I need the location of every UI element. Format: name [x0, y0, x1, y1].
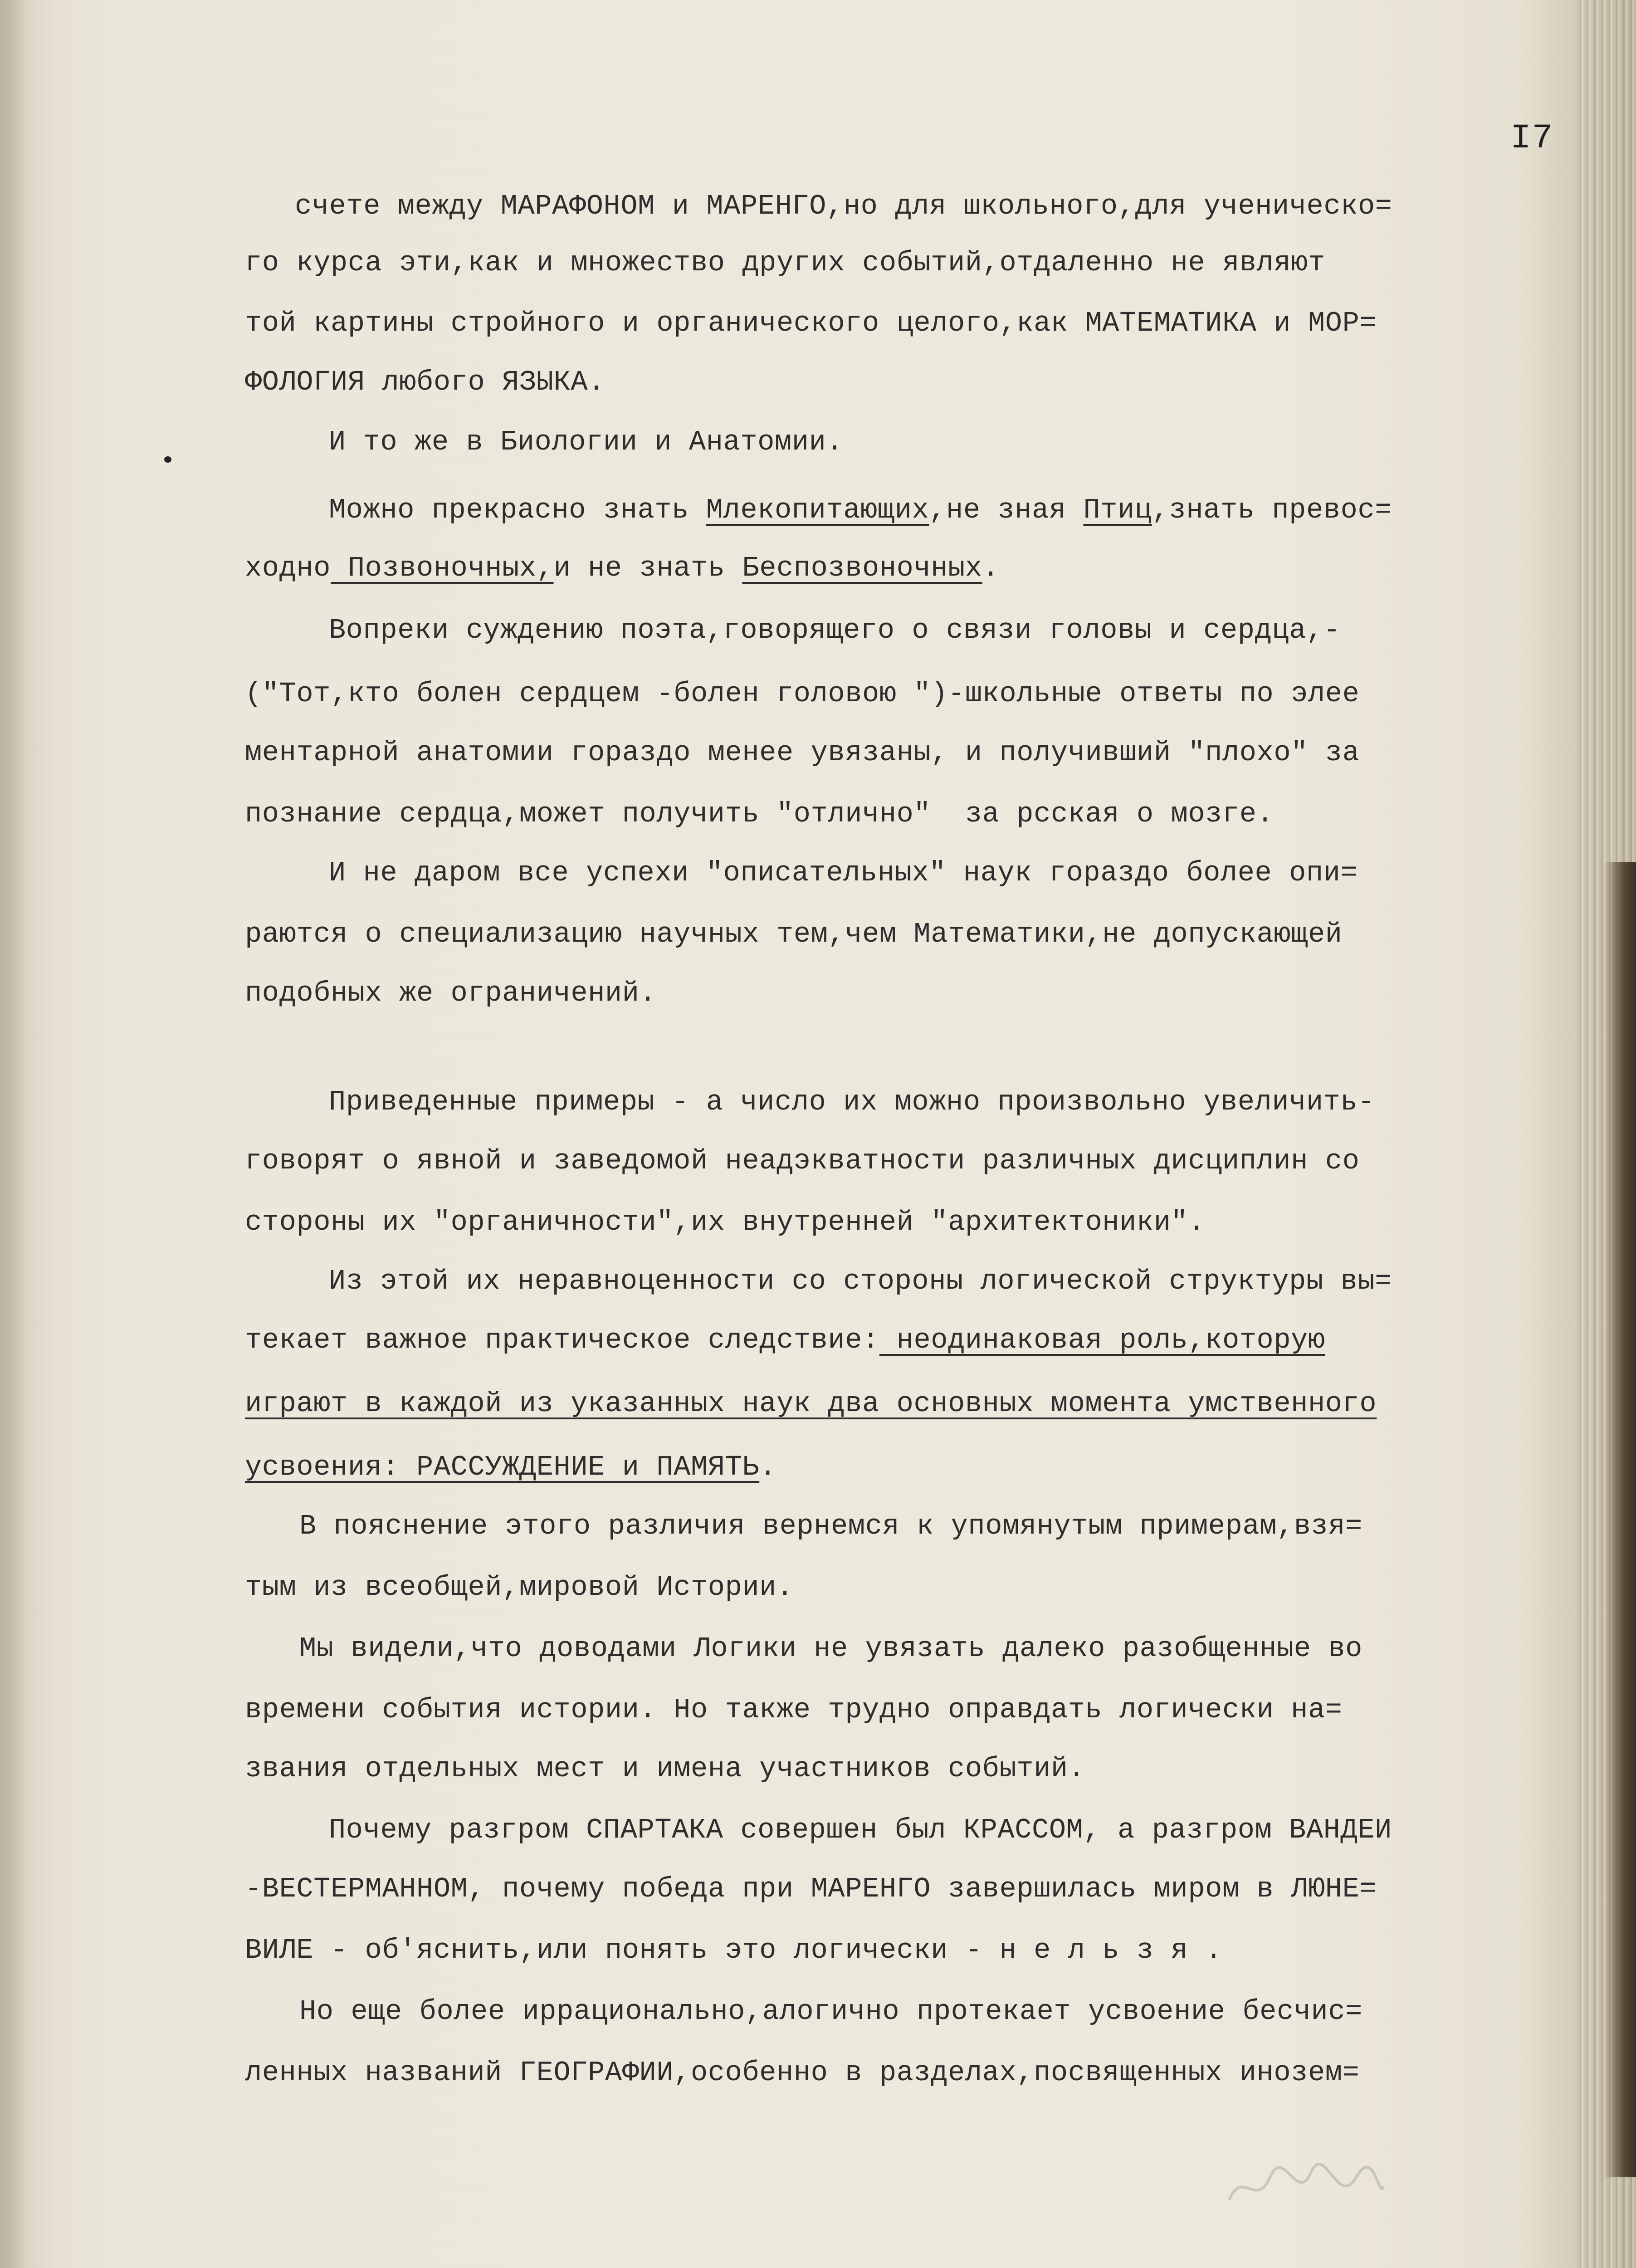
ink-dot	[164, 456, 171, 463]
page-edge-wear	[1604, 862, 1636, 2177]
text-segment: текает важное практическое следствие:	[245, 1324, 879, 1356]
text-line: ФОЛОГИЯ любого ЯЗЫКА.	[245, 366, 605, 398]
underlined-text-segment: Млекопитающих	[706, 494, 929, 526]
text-line: стороны их "органичности",их внутренней "архитектоники".	[245, 1206, 1206, 1238]
underlined-text-segment: играют в каждой из указанных наук два основных момента умственного	[245, 1388, 1377, 1420]
text-segment: и не знать	[553, 552, 742, 584]
text-line: звания отдельных мест и имена участников событий.	[245, 1753, 1085, 1785]
text-line: времени события истории. Но также трудно оправдать логически на=	[245, 1694, 1343, 1726]
text-line: ВИЛЕ - об'яснить,или понять это логически - н е л ь з я .	[245, 1934, 1222, 1966]
page-number: I7	[1510, 119, 1554, 158]
underlined-text-segment: Птиц	[1083, 494, 1152, 526]
text-line: тым из всеобщей,мировой Истории.	[245, 1571, 794, 1603]
text-line: -ВЕСТЕРМАННОМ, почему победа при МАРЕНГО завершилась миром в ЛЮНЕ=	[245, 1873, 1377, 1905]
text-line: Мы видели,что доводами Логики не увязать далеко разобщенные во	[299, 1633, 1363, 1665]
underlined-text-segment: Позвоночных,	[331, 552, 554, 584]
text-line: го курса эти,как и множество других событий,отдаленно не являют	[245, 247, 1325, 279]
text-line: подобных же ограничений.	[245, 977, 657, 1009]
text-line	[245, 1452, 776, 1483]
text-line: ("Тот,кто болен сердцем -болен головою ")-школьные ответы по элее	[245, 678, 1360, 710]
text-line: ментарной анатомии гораздо менее увязаны, и получивший "плохо" за	[245, 737, 1360, 769]
faint-pencil-mark	[1225, 2159, 1388, 2214]
text-line: И то же в Биологии и Анатомии.	[329, 426, 844, 458]
text-line	[245, 1388, 1377, 1420]
text-line: Приведенные примеры - а число их можно произвольно увеличить-	[329, 1086, 1375, 1118]
underlined-text-segment: усвоения: РАССУЖДЕНИЕ и ПАМЯТЬ	[245, 1451, 760, 1483]
underlined-text-segment: неодинаковая роль,которую	[879, 1324, 1325, 1356]
text-line: В пояснение этого различия вернемся к упомянутым примерам,взя=	[299, 1510, 1363, 1542]
text-line	[245, 552, 1000, 584]
text-segment: ,знать превос=	[1152, 494, 1392, 526]
text-line: ленных названий ГЕОГРАФИИ,особенно в разделах,посвященных инозем=	[245, 2057, 1360, 2089]
text-line: счете между МАРАФОНОМ и МАРЕНГО,но для школьного,для ученическо=	[295, 190, 1392, 222]
underlined-text-segment: Беспозвоночных	[742, 552, 982, 584]
text-line: И не даром все успехи "описательных" наук гораздо более опи=	[329, 857, 1358, 889]
text-line: той картины стройного и органического целого,как МАТЕМАТИКА и МОР=	[245, 307, 1377, 339]
text-line: говорят о явной и заведомой неадэкватности различных дисциплин со	[245, 1145, 1360, 1177]
text-line: Из этой их неравноценности со стороны логической структуры вы=	[329, 1265, 1392, 1297]
text-line	[245, 1325, 1325, 1356]
text-line: познание сердца,может получить "отлично" за рсская о мозге.	[245, 798, 1274, 830]
text-line: Вопреки суждению поэта,говорящего о связи головы и сердца,-	[329, 614, 1341, 646]
text-segment: .	[759, 1451, 776, 1483]
text-segment: ходно	[245, 552, 331, 584]
text-line: раются о специализацию научных тем,чем Математики,не допускающей	[245, 918, 1343, 950]
text-line	[329, 494, 1392, 526]
text-line: Но еще более иррационально,алогично протекает усвоение бесчис=	[299, 1995, 1363, 2028]
text-segment: ,не зная	[929, 494, 1084, 526]
binding-shadow	[0, 0, 27, 2268]
text-segment: .	[982, 552, 1000, 584]
text-segment: Можно прекрасно знать	[329, 494, 706, 526]
text-line: Почему разгром СПАРТАКА совершен был КРАССОМ, а разгром ВАНДЕИ	[329, 1814, 1392, 1846]
